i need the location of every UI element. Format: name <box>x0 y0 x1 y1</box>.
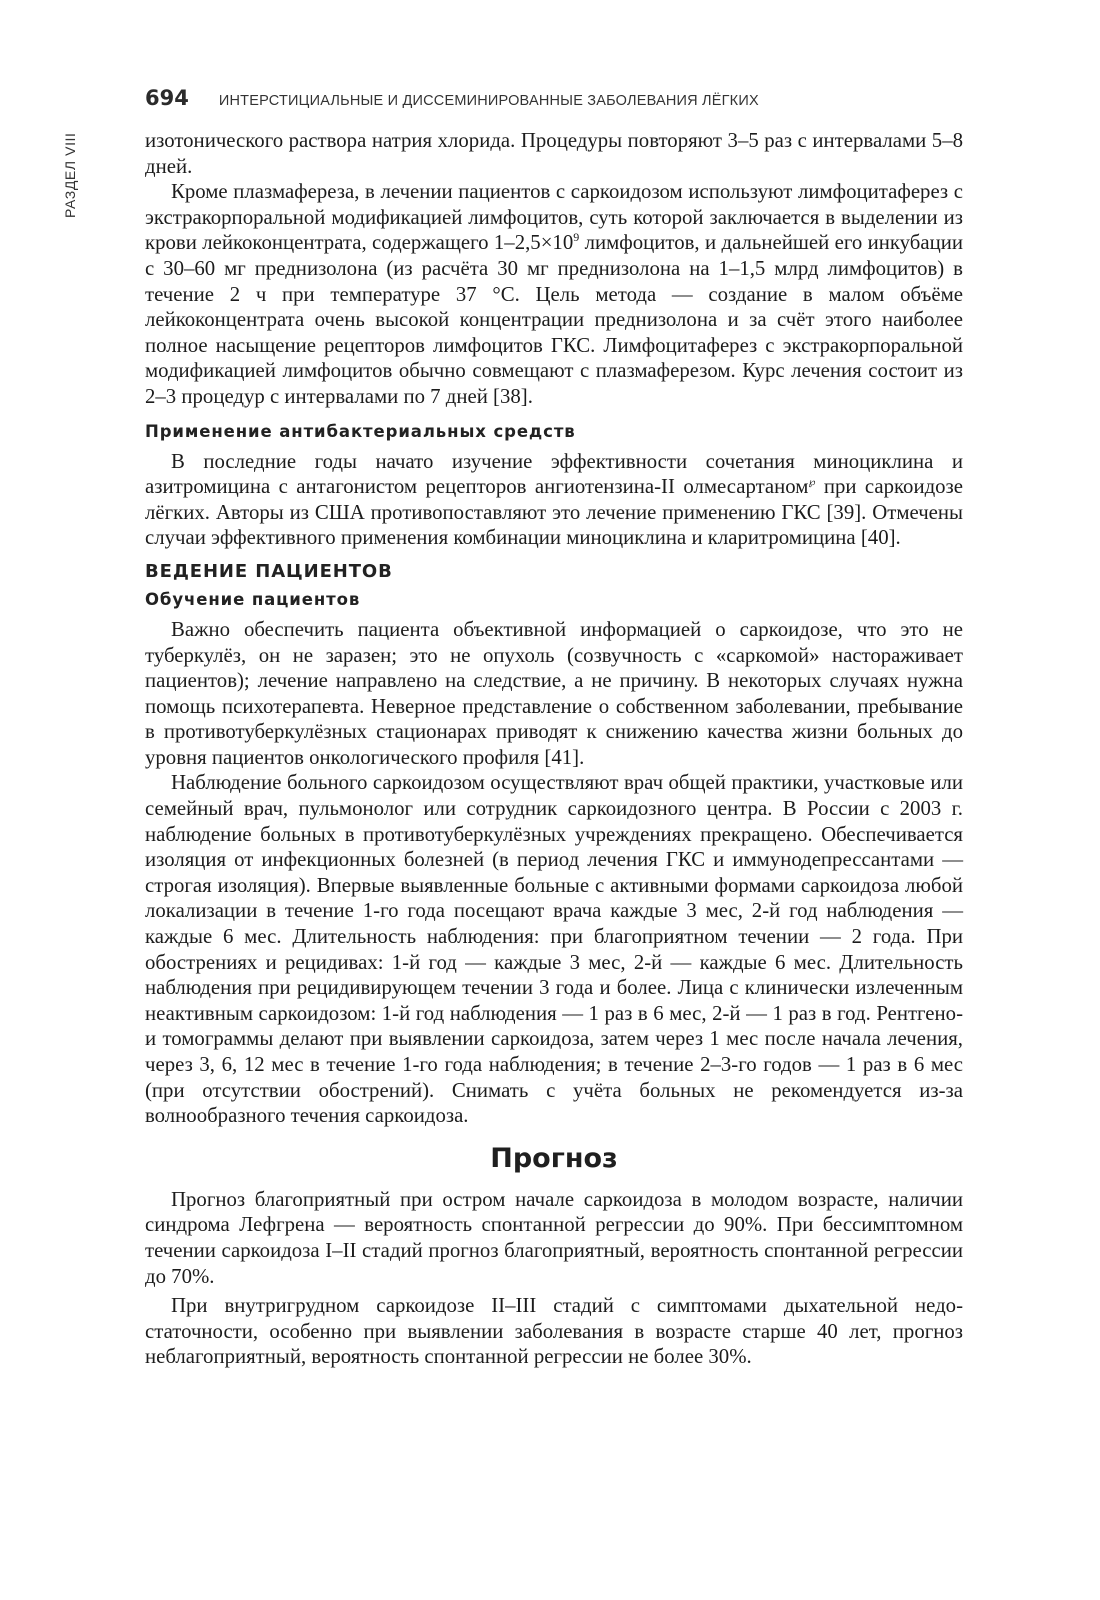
heading-patient-management: ВЕДЕНИЕ ПАЦИЕНТОВ <box>145 560 393 582</box>
paragraph-prognosis-favorable: Прогноз благоприятный при остром начале саркоидоза в молодом возрасте, наличии синдрома Лефгрена — вероятность спонтанной регрессии до 90%. При бессимптомном течении саркоидоза I–II стадий прогноз благоприятный, вероятность спонтанной регрессии до 70%. <box>145 1187 963 1288</box>
paragraph-lymphocytapheresis-part1: Кроме плазмафереза, в лечении пациентов с саркоидозом используют лимфоцитаферез с экстракорпоральной модификацией лимфоцитов, суть которой заключается в выделении из крови лейкоконцентрата, содержащего 1–2,5×10 <box>145 180 963 255</box>
paragraph-antibiotics <box>145 449 963 551</box>
drug-mark-icon: ℘ <box>808 477 816 489</box>
page-number: 694 <box>145 86 189 110</box>
paragraph-observation: Наблюдение больного саркоидозом осуществляют врач общей практики, участковые или семейный врач, пульмонолог или сотрудник саркоидозного центра. В России с 2003 г. наблюдение больных в противотуберкулёзных учреждениях прекращено. Обеспечивается изоляция от инфекционных болезней (в период лечения ГКС и иммунодепрессантами — строгая изоляция). Впервые выявленные больные с активными формами саркоидоза любой локализации в течение 1-го года посещают врача каждые 3 мес, 2-й год наблюдения — каждые 6 мес. Длительность наблюдения: при благоприятном течении — 2 года. При обострениях и рецидивах: 1-й год — каждые 3 мес, 2-й — каждые 6 мес. Длительность наблюдения при рецидивирующем течении 3 года и более. Лица с клинически излеченным неактивным саркоидозом: 1-й год наблюдения — 1 раз в 6 мес, 2-й — 1 раз в год. Рентгено- и томограммы делают при выявлении саркоидоза, затем через 1 мес после начала лечения, через 3, 6, 12 мес в течение 1-го года наблюдения; в течение 2–3-го годов — 1 раз в 6 мес (при отсутствии обострений). Снимать с учёта больных не рекомендуется из-за волнообразного течения саркоидоза. <box>145 771 963 1128</box>
paragraph-antibiotics-part1: В последние годы начато изучение эффективности сочетания миноциклина и азитромицина с антагонистом рецепторов ангиотензина-II олмесартаном <box>145 449 963 499</box>
section-side-label: РАЗДЕЛ VIII <box>62 132 78 218</box>
section-title-prognosis: Прогноз <box>490 1142 618 1174</box>
running-head: ИНТЕРСТИЦИАЛЬНЫЕ И ДИССЕМИНИРОВАННЫЕ ЗАБОЛЕВАНИЯ ЛЁГКИХ <box>218 93 759 109</box>
subheading-patient-education: Обучение пациентов <box>145 589 361 609</box>
page-content <box>145 128 963 1370</box>
paragraph-prognosis-unfavorable: При внутригрудном саркоидозе II–III стадий с симптомами дыхательной недостаточности, особенно при выявлении заболевания в возрасте старше 40 лет, прогноз неблагоприятный, вероятность спонтанной регрессии не более 30%. <box>145 1294 963 1369</box>
exponent: 9 <box>573 230 580 245</box>
paragraph-antibiotics-part2: при саркоидозе лёгких. Авторы из США противопоставляют это лечение применению ГКС [39]. Отмечены случаи эффективного применения комбинации миноциклина и кларитромицина [40]. <box>145 475 964 550</box>
paragraph-lymphocytapheresis-part2: лимфоцитов, и дальнейшей его инкубации с 30–60 мг преднизолона (из расчёта 30 мг преднизолона на 1–1,5 млрд лимфоцитов) в течение 2 ч при температуре 37 °С. Цель метода — создание в малом объёме лейкоконцентрата очень высокой концентрации преднизолона и за счёт этого наиболее полное насыщение рецепторов лимфоцитов ГКС. Лимфоцитаферез с экстракорпоральной модификацией лимфоцитов обычно совмещают с плазмаферезом. Курс лечения состоит из 2–3 процедур с интервалами по 7 дней [38]. <box>145 231 963 408</box>
paragraph-lymphocytapheresis <box>145 179 963 409</box>
subheading-antibiotics: Применение антибактериальных средств <box>145 421 576 441</box>
paragraph-education: Важно обеспечить пациента объективной информацией о саркоидозе, что это не туберкулёз, он не заразен; это не опухоль (созвучность с «саркомой» настораживает пациентов); лечение направлено на следствие, а не причину. В некоторых случаях нужна помощь психотерапевта. Неверное представление о собственном заболевании, пребывание в противотуберкулёзных стационарах приводят к снижению качества жизни больных до уровня пациентов онкологического профиля [41]. <box>145 617 963 769</box>
page-header <box>145 86 965 114</box>
paragraph-continuation: изотонического раствора натрия хлорида. Процедуры повторяют 3–5 раз с интервалами 5–8 дней. <box>145 129 963 178</box>
